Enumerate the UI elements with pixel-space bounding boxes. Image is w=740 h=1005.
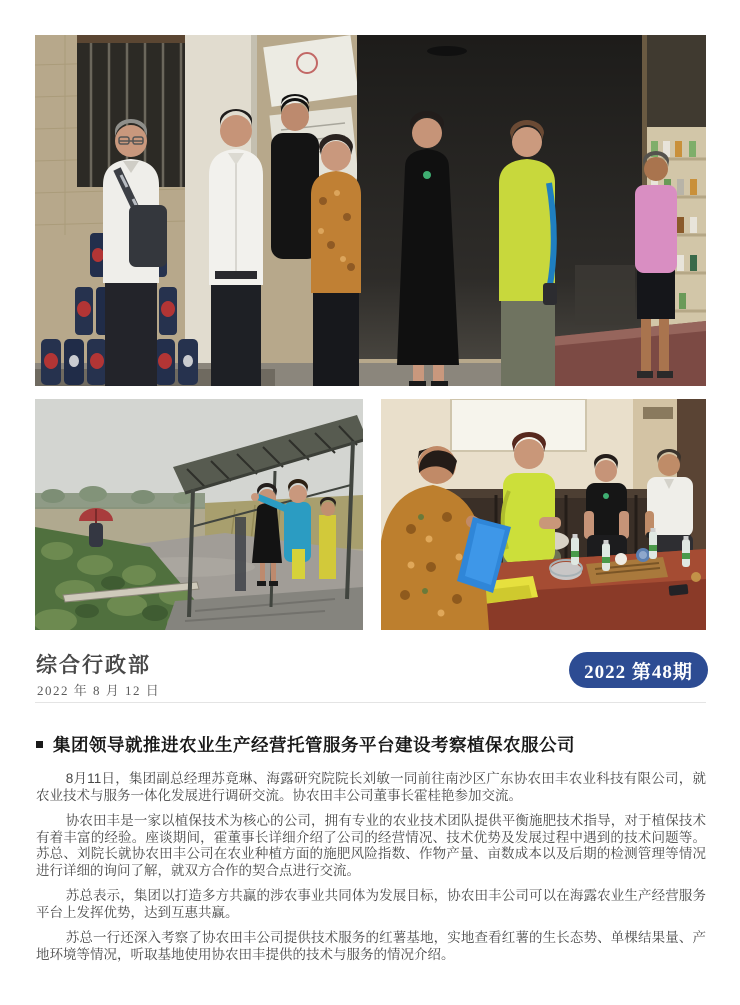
meeting-photo bbox=[381, 399, 706, 630]
paragraph-1: 8月11日，集团副总经理苏竟琳、海露研究院院长刘敏一同前往南沙区广东协农田丰农业科技有限公司，就农业技术与服务一体化发展进行调研交流。协农田丰公司董事长霍桂艳参加交流。 bbox=[36, 771, 706, 803]
paragraph-4: 苏总一行还深入考察了协农田丰公司提供技术服务的红薯基地，实地查看红薯的生长态势、单棵结果量、产地环境等情况，听取基地使用协农田丰提供的技术与服务的情况介绍。 bbox=[36, 930, 706, 962]
meeting-photo-illustration bbox=[381, 399, 706, 630]
issue-date: 2022 年 8 月 12 日 bbox=[37, 683, 161, 698]
article-body bbox=[36, 771, 706, 972]
field-photo-illustration bbox=[35, 399, 363, 630]
group-photo bbox=[35, 35, 706, 386]
person-yellow-field bbox=[319, 497, 336, 579]
group-photo-illustration bbox=[35, 35, 706, 386]
person-dark bbox=[235, 517, 246, 591]
window bbox=[451, 399, 586, 451]
paragraph-2: 协农田丰是一家以植保技术为核心的公司，拥有专业的农业技术团队提供平衡施肥技术指导，对于植保技术有着丰富的经验。座谈期间，霍董事长详细介绍了公司的经营情况、技术优势及发展过程中遇到的技术问题等。苏总、刘院长就协农田丰公司在农业种植方面的施肥风险指数、作物产量、亩数成本以及后期的检测管理等情况进行详细的询问了解，就双方合作的契合点进行交流。 bbox=[36, 813, 706, 878]
issue-badge: 2022 第48期 bbox=[569, 652, 708, 688]
divider bbox=[35, 702, 706, 703]
department-name: 综合行政部 bbox=[36, 653, 151, 677]
paragraph-3: 苏总表示，集团以打造多方共赢的涉农事业共同体为发展目标，协农田丰公司可以在海露农业生产经营服务平台上发挥优势，达到互惠共赢。 bbox=[36, 888, 706, 920]
headline-text: 集团领导就推进农业生产经营托管服务平台建设考察植保农服公司 bbox=[53, 735, 575, 755]
headline-bullet-icon bbox=[36, 741, 43, 748]
field-visit-photo bbox=[35, 399, 363, 630]
article-headline bbox=[36, 732, 706, 757]
